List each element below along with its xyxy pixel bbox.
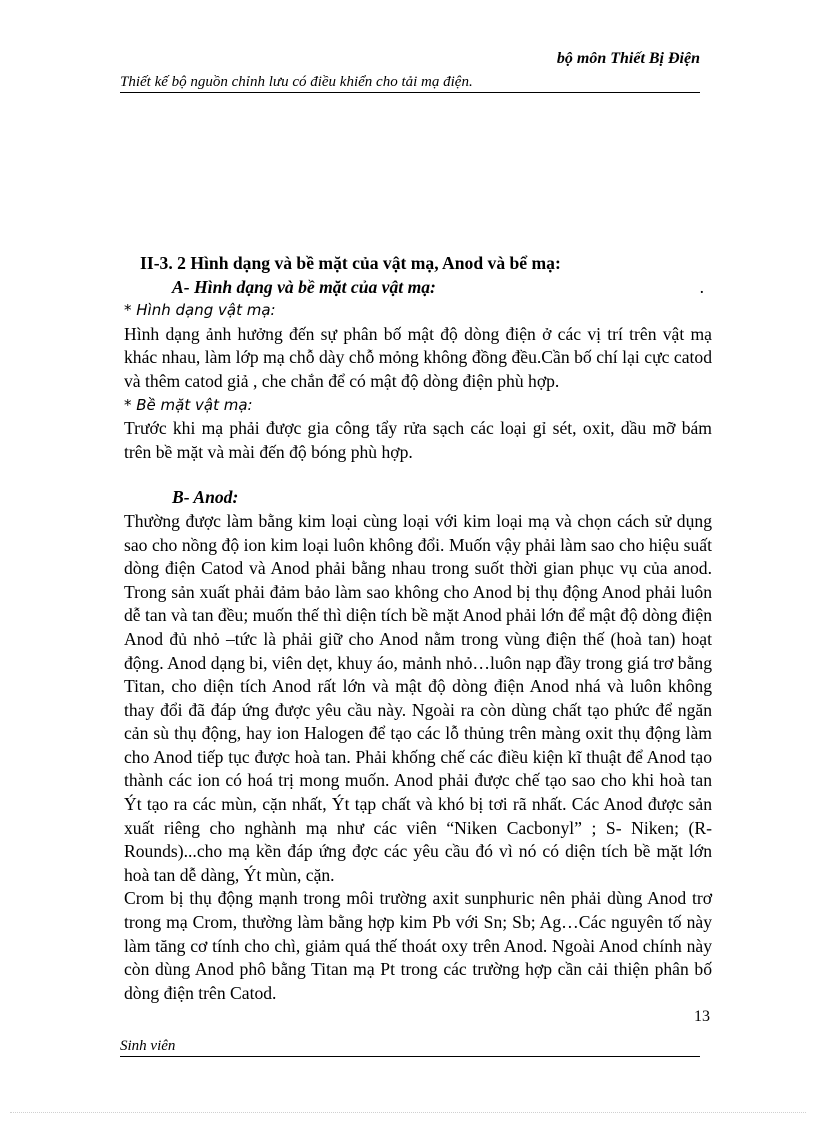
section-title: II-3. 2 Hình dạng và bề mặt của vật mạ, Anod và bể mạ: (140, 253, 561, 273)
subsection-a-title (124, 276, 712, 300)
subsection-b-title: B- Anod: (172, 487, 239, 508)
anod-paragraph-2: Crom bị thụ động mạnh trong môi trường axit sunphuric nên phải dùng Anod trơ trong mạ Crom, thường làm bằng hợp kim Pb với Sn; Sb; Ag…Các nguyên tố này làm tăng cơ tính cho chì, giảm quá thế thoát oxy trên Anod. Ngoài Anod chính này còn dùng Anod phô bằng Titan mạ Pt trong các trường hợp cần cải thiện phân bố dòng điện trên Catod. (124, 888, 712, 1003)
footer-student: Sinh viên (120, 1038, 176, 1054)
trailing-dot: . (699, 276, 704, 297)
subsection-a-title-text: A- Hình dạng và bề mặt của vật mạ: (172, 276, 436, 297)
anod-paragraph-1: Thường được làm bằng kim loại cùng loại với kim loại mạ và chọn cách sử dụng sao cho nồng độ ion kim loại luôn không đổi. Muốn vậy phải làm sao cho hiệu suất dòng điện Catod và Anod phải bằng nhau trong suốt thời gian phục vụ của anod. Trong sản xuất phải đảm bảo làm sao không cho Anod bị thụ động Anod phải luôn dễ tan và tan đều; muốn thế thì diện tích bề mặt Anod phải lớn để mật độ dòng điện Anod đủ nhỏ –tức là phải giữ cho Anod nằm trong vùng điện thế (hoà tan) hoạt động. Anod dạng bi, viên dẹt, khuy áo, mảnh nhỏ…luôn nạp đầy trong giá trơ bằng Titan, cho diện tích Anod rất lớn và mật độ dòng điện Anod nhá và luôn không thay đổi đã đáp ứng được yêu cầu này. Ngoài ra còn dùng chất tạo phức để ngăn cản sù thụ động, hay ion Halogen để tạo các lỗ thủng trên màng oxit thụ động làm cho Anod tiếp tục được hoà tan. Phải khống chế các điều kiện kĩ thuật để Anod tạo thành các ion có hoá trị mong muốn. Anod phải được chế tạo sao cho khi hoà tan Ýt tạo ra các mùn, cặn nhất, Ýt tạp chất và khó bị tơi rã nhất. Các Anod được sản xuất riêng cho nghành mạ như các viên “Niken Cacbonyl” ; S- Niken; (R-Rounds)...cho mạ kền đáp ứng đợc các yêu cầu đó vì nó có diện tích bề mặt lớn hoà tan dễ dàng, Ýt mùn, cặn. (124, 510, 712, 885)
page-number: 13 (694, 1008, 710, 1025)
page-body (124, 252, 712, 1005)
surface-heading: * Bề mặt vật mạ: (124, 395, 253, 414)
header-department: bộ môn Thiết Bị Điện (556, 50, 700, 67)
shape-heading: * Hình dạng vật mạ: (124, 301, 276, 320)
shape-paragraph: Hình dạng ảnh hưởng đến sự phân bố mật độ dòng điện ở các vị trí trên vật mạ khác nhau, làm lớp mạ chỗ dày chỗ mỏng không đồng đều.Cần bố chí lại cực catod và thêm catod giả , che chắn để có mật độ dòng điện phù hợp. (124, 323, 712, 391)
header-project-title: Thiết kế bộ nguồn chỉnh lưu có điều khiển cho tải mạ điện. (120, 74, 473, 90)
footer-divider (120, 1056, 700, 1057)
page-edge-dotted-line (10, 1112, 806, 1113)
surface-paragraph: Trước khi mạ phải được gia công tẩy rửa sạch các loại gỉ sét, oxit, dầu mỡ bám trên bề mặt và mài đến độ bóng phù hợp. (124, 418, 712, 462)
header-divider (120, 92, 700, 93)
